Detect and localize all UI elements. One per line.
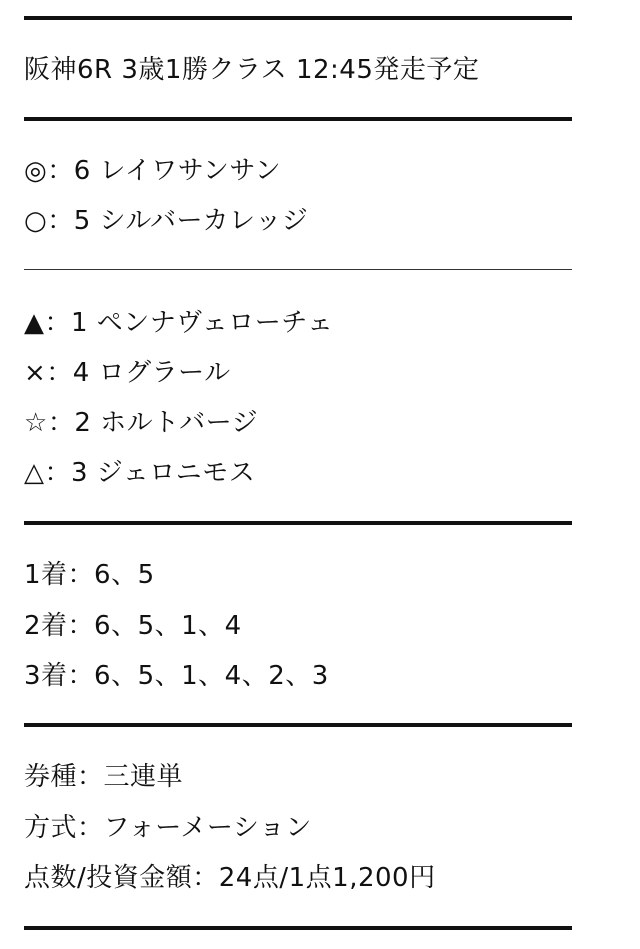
- divider: [24, 926, 572, 930]
- divider: [24, 723, 572, 727]
- mark-cross: ×: [24, 358, 47, 388]
- finish-1st: [24, 559, 155, 591]
- bet-count-amount: 点数/投資金額：24点/1点1,200円: [24, 863, 436, 893]
- bet-method: 方式：フォーメーション: [24, 813, 312, 843]
- finish-text: ：6、5、1、4、2、3: [67, 661, 329, 691]
- pick-batsu: [24, 357, 231, 389]
- finish-label: 2着: [24, 611, 68, 641]
- race-info: 阪神6R 3歳1勝クラス 12:45発走予定: [24, 55, 480, 85]
- finish-label: 3着: [24, 661, 68, 691]
- mark-double-circle: ◎: [24, 156, 48, 186]
- pick-renka: [24, 457, 255, 489]
- pick-text: ：6 レイワサンサン: [47, 156, 282, 186]
- finish-text: ：6、5: [67, 560, 155, 590]
- divider-thin: [24, 269, 572, 270]
- mark-circle: ○: [24, 206, 48, 236]
- divider: [24, 16, 572, 20]
- pick-text: ：5 シルバーカレッジ: [47, 206, 309, 236]
- pick-text: ：3 ジェロニモス: [44, 458, 256, 488]
- divider: [24, 521, 572, 525]
- divider: [24, 117, 572, 121]
- pick-text: ：2 ホルトバージ: [47, 408, 259, 438]
- mark-triangle-filled: ▲: [24, 308, 45, 338]
- pick-text: ：4 ログラール: [46, 358, 231, 388]
- mark-star: ☆: [24, 408, 48, 438]
- finish-2nd: [24, 610, 242, 642]
- pick-hoshi: [24, 407, 258, 439]
- finish-label: 1着: [24, 560, 68, 590]
- pick-tanana: [24, 307, 334, 339]
- pick-text: ：1 ペンナヴェローチェ: [44, 308, 334, 338]
- pick-honmei: [24, 155, 281, 187]
- bet-type: 券種：三連単: [24, 762, 184, 792]
- mark-triangle-outline: △: [24, 458, 45, 488]
- finish-3rd: [24, 660, 329, 692]
- finish-text: ：6、5、1、4: [67, 611, 242, 641]
- pick-taikou: [24, 205, 308, 237]
